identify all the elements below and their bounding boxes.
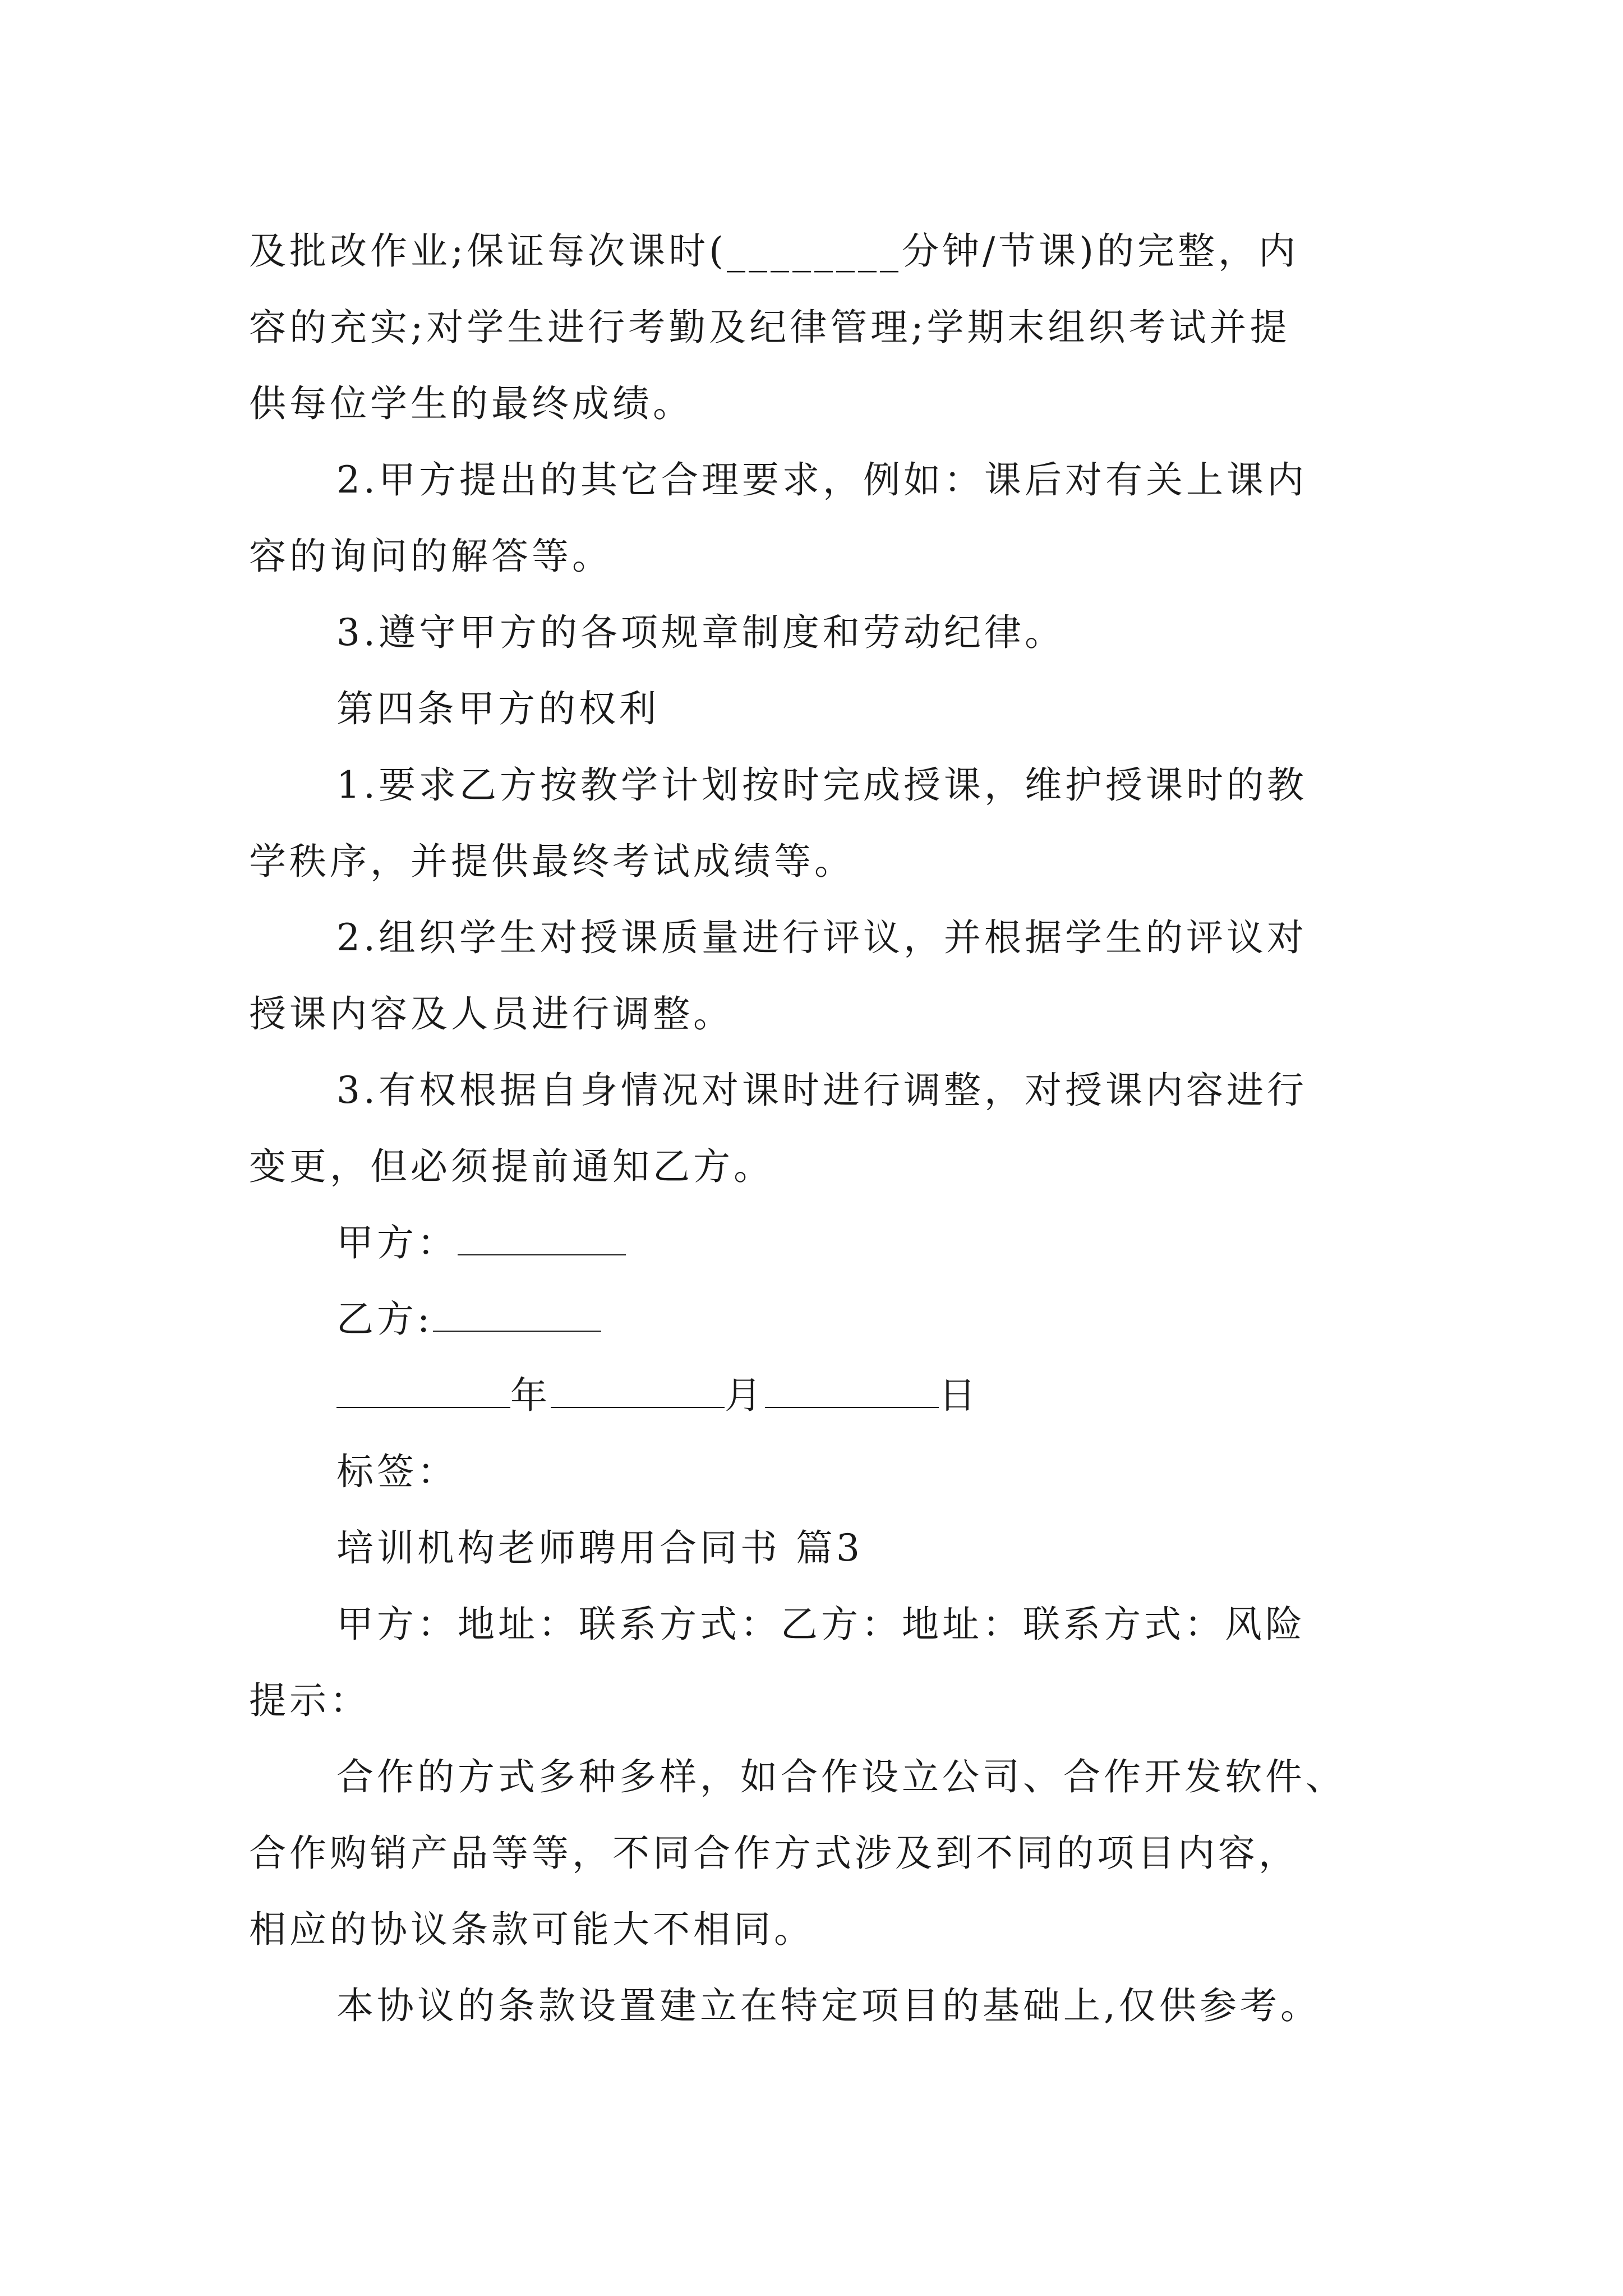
- day-label: 日: [939, 1374, 979, 1417]
- paragraph-line: 3.遵守甲方的各项规章制度和劳动纪律。: [336, 611, 1065, 654]
- paragraph-line: 甲方：地址：联系方式：乙方：地址：联系方式：风险: [336, 1603, 1306, 1646]
- day-blank: [765, 1379, 939, 1408]
- paragraph-line: 及批改作业;保证每次课时(________分钟/节课)的完整，内: [249, 229, 1299, 273]
- paragraph-line: 学秩序，并提供最终考试成绩等。: [249, 840, 855, 883]
- tags-line: 标签：: [336, 1450, 458, 1493]
- year-blank: [336, 1379, 510, 1408]
- year-label: 年: [510, 1374, 551, 1417]
- document-page: [249, 213, 1387, 2044]
- paragraph-line: 容的询问的解答等。: [249, 535, 612, 578]
- article-heading: 第四条甲方的权利: [336, 687, 660, 730]
- party-b-signature-line: [249, 1281, 1387, 1358]
- month-label: 月: [725, 1374, 765, 1417]
- paragraph-line: 2.甲方提出的其它合理要求，例如：课后对有关上课内: [336, 458, 1307, 501]
- party-b-label: 乙方:: [336, 1297, 434, 1341]
- paragraph-line: 本协议的条款设置建立在特定项目的基础上,仅供参考。: [336, 1984, 1321, 2027]
- party-b-blank: [433, 1303, 601, 1332]
- paragraph-line: 相应的协议条款可能大不相同。: [249, 1908, 814, 1951]
- paragraph-line: 合作的方式多种多样，如合作设立公司、合作开发软件、: [336, 1755, 1346, 1798]
- paragraph-line: 容的充实;对学生进行考勤及纪律管理;学期末组织考试并提: [249, 306, 1290, 349]
- paragraph-line: 供每位学生的最终成绩。: [249, 382, 693, 425]
- paragraph-line: 3.有权根据自身情况对课时进行调整，对授课内容进行: [336, 1069, 1307, 1112]
- paragraph-line: 提示：: [249, 1679, 370, 1722]
- section-title: 培训机构老师聘用合同书 篇3: [336, 1526, 863, 1570]
- paragraph-line: 授课内容及人员进行调整。: [249, 992, 734, 1036]
- paragraph-line: 合作购销产品等等，不同合作方式涉及到不同的项目内容，: [249, 1832, 1299, 1875]
- party-a-signature-line: [249, 1205, 1387, 1281]
- party-a-label: 甲方：: [336, 1221, 458, 1264]
- paragraph-line: 1.要求乙方按教学计划按时完成授课，维护授课时的教: [336, 763, 1307, 807]
- paragraph-line: 变更，但必须提前通知乙方。: [249, 1145, 774, 1188]
- date-line: [249, 1358, 1387, 1434]
- paragraph-line: 2.组织学生对授课质量进行评议，并根据学生的评议对: [336, 916, 1307, 959]
- month-blank: [551, 1379, 725, 1408]
- party-a-blank: [458, 1226, 626, 1255]
